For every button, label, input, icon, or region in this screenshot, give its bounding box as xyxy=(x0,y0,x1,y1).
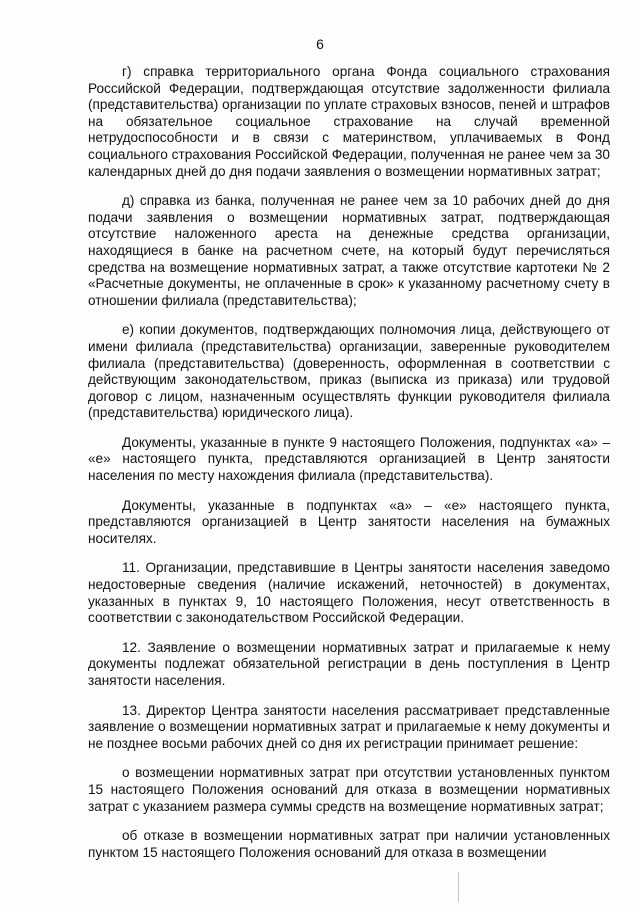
paragraph-documents-location: Документы, указанные в пункте 9 настоящего Положения, подпунктах «а» – «е» настоящего пункта, представляются организацией в Центр занятости населения по месту нахождения филиала (представительства). xyxy=(88,434,610,484)
paragraph-decision-refuse: об отказе в возмещении нормативных затрат при наличии установленных пунктом 15 настоящего Положения оснований для отказа в возмещении xyxy=(88,828,610,860)
paragraph-item-13: 13. Директор Центра занятости населения рассматривает представленные заявление о возмещении нормативных затрат и прилагаемые к нему документы и не позднее восьми рабочих дней со дня их регистрации принимает решение: xyxy=(88,702,610,751)
paragraph-documents-paper: Документы, указанные в подпунктах «а» – «е» настоящего пункта, представляются организацией в Центр занятости населения на бумажных носителях. xyxy=(88,497,610,546)
paragraph-item-11: 11. Организации, представившие в Центры занятости населения заведомо недостоверные сведения (наличие искажений, неточностей) в документах, указанных в пунктах 9, 10 настоящего Положения, несут ответственность в соответствии с законодательством Российской Федерации. xyxy=(88,560,610,626)
paragraph-subitem-e: е) копии документов, подтверждающих полномочия лица, действующего от имени филиала (представительства) организации, заверенные руководителем филиала (представительства) (доверенность, оформленная в соответствии с действующим законодательством, приказ (выписка из приказа) или трудовой договор с лицом, назначенным осуществлять функции руководителя филиала (представительства) юридического лица). xyxy=(88,322,610,421)
scan-artifact-line xyxy=(458,872,459,902)
paragraph-decision-approve: о возмещении нормативных затрат при отсутствии установленных пунктом 15 настоящего Положения оснований для отказа в возмещении нормативных затрат с указанием размера суммы средств на возмещение нормативных затрат; xyxy=(88,765,610,814)
paragraph-subitem-g: г) справка территориального органа Фонда социального страхования Российской Федерации, подтверждающая отсутствие задолженности филиала (представительства) организации по уплате страховых взносов, пеней и штрафов на обязательное социальное страхование на случай временной нетрудоспособности и в связи с материнством, уплачиваемых в Фонд социального страхования Российской Федерации, полученная не ранее чем за 30 календарных дней до дня подачи заявления о возмещении нормативных затрат; xyxy=(88,64,610,179)
paragraph-subitem-d: д) справка из банка, полученная не ранее чем за 10 рабочих дней до дня подачи заявления о возмещении нормативных затрат, подтверждающая отсутствие наложенного ареста на денежные средства организации, находящиеся в банке на расчетном счете, на который будут перечисляться средства на возмещение нормативных затрат, а также отсутствие картотеки № 2 «Расчетные документы, не оплаченные в срок» к указанному расчетному счету в отношении филиала (представительства); xyxy=(88,193,610,308)
paragraph-item-12: 12. Заявление о возмещении нормативных затрат и прилагаемые к нему документы подлежат обязательной регистрации в день поступления в Центр занятости населения. xyxy=(88,639,610,688)
document-body xyxy=(88,64,610,874)
page-number: 6 xyxy=(316,36,324,52)
